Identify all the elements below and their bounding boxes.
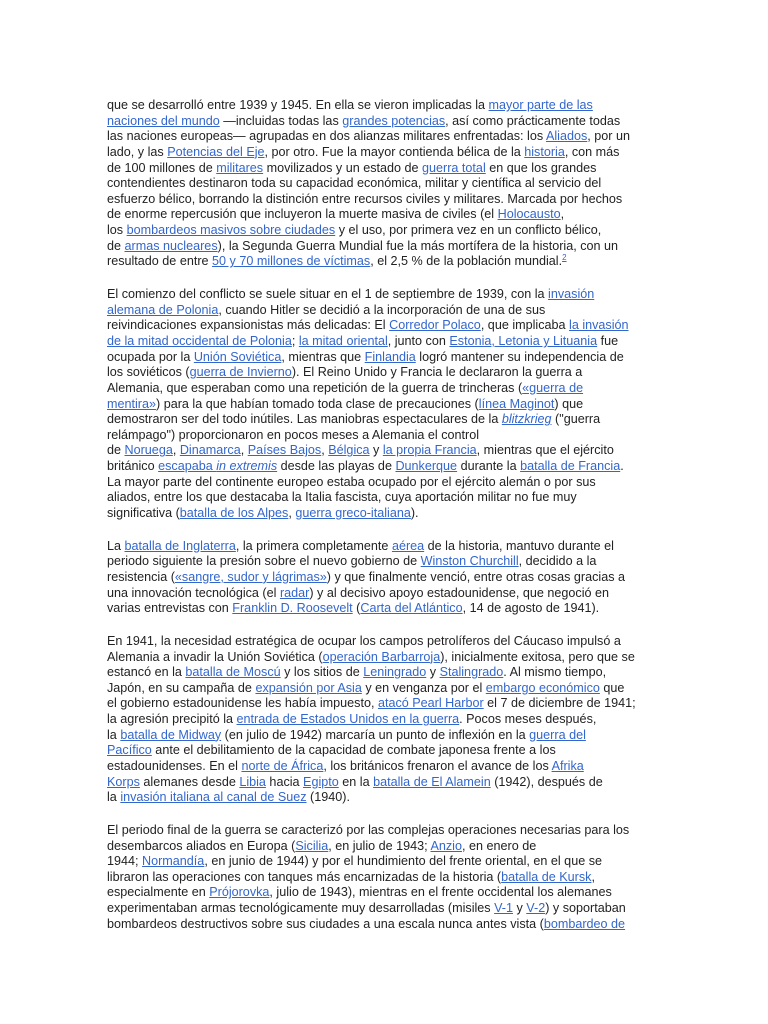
text-run: , julio de 1943), mientras en el frente occidental los alemanes bbox=[269, 885, 612, 900]
article-link[interactable]: Unión Soviética bbox=[193, 349, 282, 364]
text-run: , que implicaba bbox=[480, 318, 570, 333]
article-link[interactable]: bombardeo de bbox=[543, 916, 626, 931]
text-run: , en enero de bbox=[461, 838, 537, 853]
text-line bbox=[107, 287, 657, 303]
article-link[interactable]: línea Maginot bbox=[478, 396, 555, 411]
text-run: y el uso, por primera vez en un conflicto bélico, bbox=[335, 223, 602, 238]
footnote-ref[interactable] bbox=[562, 253, 566, 262]
text-line bbox=[107, 207, 657, 223]
text-run: Japón, en su campaña de bbox=[107, 680, 256, 695]
article-link[interactable]: V-1 bbox=[494, 901, 513, 916]
article-link[interactable]: radar bbox=[279, 585, 310, 600]
article-link[interactable]: Pacífico bbox=[107, 743, 152, 758]
text-run: y bbox=[369, 443, 383, 458]
text-line bbox=[107, 176, 657, 192]
article-link[interactable]: Prójorovka bbox=[209, 885, 270, 900]
footnote-link[interactable]: 2 bbox=[562, 253, 567, 263]
text-run: ) y al decisivo apoyo estadounidense, que negoció en bbox=[309, 585, 610, 600]
text-run: y bbox=[513, 901, 527, 916]
text-run: , la primera completamente bbox=[235, 538, 392, 553]
text-line bbox=[107, 775, 657, 791]
text-line bbox=[107, 506, 657, 522]
text-run: La mayor parte del continente europeo estaba ocupado por el ejército alemán o por sus bbox=[107, 474, 596, 489]
text-run: , con más bbox=[564, 144, 620, 159]
text-run: el gobierno estadounidense les había impuesto, bbox=[107, 696, 378, 711]
article-link[interactable]: «guerra de bbox=[522, 380, 584, 395]
article-link[interactable]: «sangre, sudor y lágrimas» bbox=[174, 569, 327, 584]
text-line bbox=[107, 381, 657, 397]
text-run: , bbox=[240, 443, 248, 458]
text-run: , por otro. Fue la mayor contienda bélica de la bbox=[264, 144, 525, 159]
article-link[interactable]: 50 y 70 millones de víctimas bbox=[212, 254, 371, 269]
text-run: en la bbox=[338, 774, 374, 789]
article-link[interactable]: batalla de Francia bbox=[520, 459, 621, 474]
text-line bbox=[107, 586, 657, 602]
text-run: el 7 de diciembre de 1941; bbox=[483, 696, 636, 711]
text-run: , decidido a la bbox=[518, 554, 597, 569]
text-line bbox=[107, 161, 657, 177]
article-link[interactable]: Egipto bbox=[303, 774, 339, 789]
text-run: resultado de entre bbox=[107, 254, 213, 269]
article-link[interactable]: Stalingrado bbox=[439, 665, 504, 680]
text-run: , en junio de 1944) y por el hundimiento del frente oriental, en el que se bbox=[204, 854, 602, 869]
text-line bbox=[107, 365, 657, 381]
text-line bbox=[107, 350, 657, 366]
article-link[interactable]: norte de África bbox=[241, 758, 324, 773]
article-link[interactable]: Holocausto bbox=[497, 207, 561, 222]
text-run: Alemania a invadir la Unión Soviética ( bbox=[107, 649, 323, 664]
text-line bbox=[107, 728, 657, 744]
text-run: británico bbox=[107, 459, 159, 474]
text-line bbox=[107, 397, 657, 413]
article-link[interactable]: de la mitad occidental de Polonia bbox=[107, 333, 292, 348]
text-line bbox=[107, 192, 657, 208]
article-link[interactable]: batalla de Inglaterra bbox=[124, 538, 236, 553]
text-run: de bbox=[107, 238, 125, 253]
text-run: (1940). bbox=[306, 790, 350, 805]
text-run: los bbox=[107, 223, 127, 238]
text-run: La bbox=[107, 538, 125, 553]
text-run: y los sitios de bbox=[280, 665, 364, 680]
text-line bbox=[107, 839, 657, 855]
article-link[interactable]: Corredor Polaco bbox=[389, 318, 481, 333]
text-line bbox=[107, 601, 657, 617]
text-line bbox=[107, 459, 657, 475]
text-run: contendientes destinaron toda su capacidad económica, militar y científica al servicio del bbox=[107, 176, 602, 191]
text-run: durante la bbox=[457, 459, 521, 474]
text-line bbox=[107, 885, 657, 901]
text-line bbox=[107, 129, 657, 145]
article-link[interactable]: batalla de Midway bbox=[120, 727, 222, 742]
text-run: la agresión precipitó la bbox=[107, 712, 237, 727]
text-run: ) que bbox=[554, 396, 584, 411]
text-run: —incluidas todas las bbox=[219, 113, 343, 128]
text-line bbox=[107, 634, 657, 650]
text-run: , cuando Hitler se decidió a la incorporación de una de sus bbox=[218, 302, 546, 317]
article-link[interactable]: atacó Pearl Harbor bbox=[377, 696, 484, 711]
article-link[interactable]: embargo económico bbox=[485, 680, 600, 695]
text-line bbox=[107, 570, 657, 586]
text-line bbox=[107, 223, 657, 239]
text-run: lado, y las bbox=[107, 144, 168, 159]
text-run: , bbox=[560, 207, 565, 222]
text-run: bombardeos destructivos sobre sus ciudades a una escala nunca antes vista ( bbox=[107, 916, 544, 931]
text-run: de la historia, mantuvo durante el bbox=[424, 538, 614, 553]
article-link[interactable]: la invasión bbox=[569, 318, 629, 333]
text-run: ). bbox=[410, 506, 419, 521]
text-line bbox=[107, 650, 657, 666]
text-line bbox=[107, 696, 657, 712]
text-line bbox=[107, 854, 657, 870]
text-run: libraron las operaciones con tanques más encarnizadas de la historia ( bbox=[107, 869, 502, 884]
text-run: y en venganza por el bbox=[361, 680, 486, 695]
text-line bbox=[107, 539, 657, 555]
article-link[interactable]: batalla de Kursk bbox=[501, 869, 592, 884]
text-run: desembarcos aliados en Europa ( bbox=[107, 838, 296, 853]
text-run: ante el debilitamiento de la capacidad de combate japonesa frente a los bbox=[151, 743, 556, 758]
text-run: ), inicialmente exitosa, pero que se bbox=[440, 649, 635, 664]
text-run: la bbox=[107, 727, 121, 742]
article-link[interactable]: mentira» bbox=[107, 396, 156, 411]
text-line bbox=[107, 443, 657, 459]
article-link[interactable]: Leningrado bbox=[363, 665, 427, 680]
text-line bbox=[107, 917, 657, 933]
text-run: relámpago") proporcionaron en pocos meses a Alemania el control bbox=[107, 427, 479, 442]
article-link[interactable]: la propia Francia bbox=[382, 443, 477, 458]
article-link[interactable]: batalla de Moscú bbox=[185, 665, 281, 680]
article-link[interactable]: Sicilia bbox=[295, 838, 329, 853]
article-link[interactable]: Bélgica bbox=[328, 443, 370, 458]
text-run: aliados, entre los que destacaba la Italia fascista, cuya aportación militar no fue muy bbox=[107, 490, 577, 505]
text-run: periodo siguiente la presión sobre el nuevo gobierno de bbox=[107, 554, 421, 569]
article-link[interactable]: invasión italiana al canal de Suez bbox=[120, 790, 307, 805]
article-link[interactable]: Normandía bbox=[142, 854, 205, 869]
text-run: demostraron ser del todo inútiles. Las maniobras espectaculares de la bbox=[107, 412, 502, 427]
article-link[interactable]: V-2 bbox=[526, 901, 546, 916]
article-link[interactable]: Dinamarca bbox=[179, 443, 241, 458]
text-run: Alemania, que esperaban como una repetición de la guerra de trincheras ( bbox=[107, 380, 523, 395]
article-link[interactable]: entrada de Estados Unidos en la guerra bbox=[236, 712, 460, 727]
article-link[interactable]: historia bbox=[524, 144, 565, 159]
text-run: , 14 de agosto de 1941). bbox=[462, 601, 600, 616]
text-run: ("guerra bbox=[551, 412, 601, 427]
text-line bbox=[107, 712, 657, 728]
article-link[interactable]: Carta del Atlántico bbox=[360, 601, 463, 616]
text-run: estadounidenses. En el bbox=[107, 758, 242, 773]
article-link[interactable]: mayor parte de las bbox=[488, 98, 593, 112]
text-run: de enorme repercusión que incluyeron la muerte masiva de civiles (el bbox=[107, 207, 498, 222]
paragraph bbox=[107, 634, 657, 806]
text-run: que se desarrolló entre 1939 y 1945. En ella se vieron implicadas la bbox=[107, 98, 489, 112]
article-link[interactable]: Finlandia bbox=[364, 349, 416, 364]
article-link[interactable]: Estonia, Letonia y Lituania bbox=[449, 333, 598, 348]
article-link[interactable]: Afrika bbox=[551, 758, 584, 773]
paragraph bbox=[107, 823, 657, 932]
article-body bbox=[107, 98, 657, 949]
text-run: varias entrevistas con bbox=[107, 601, 233, 616]
text-run: , bbox=[172, 443, 180, 458]
text-run: . bbox=[620, 459, 624, 474]
article-link[interactable]: guerra greco-italiana bbox=[295, 506, 411, 521]
text-run: ), la Segunda Guerra Mundial fue la más mortífera de la historia, con un bbox=[217, 238, 619, 253]
article-link[interactable]: alemana de Polonia bbox=[107, 302, 219, 317]
article-link[interactable]: escapaba bbox=[158, 459, 217, 474]
text-run: , por un bbox=[587, 129, 630, 144]
text-line bbox=[107, 254, 657, 270]
text-run: fue bbox=[597, 333, 619, 348]
text-line bbox=[107, 318, 657, 334]
text-line bbox=[107, 870, 657, 886]
text-run: desde las playas de bbox=[277, 459, 396, 474]
article-link[interactable]: militares bbox=[216, 160, 264, 175]
text-run: de bbox=[107, 443, 125, 458]
article-link[interactable]: guerra total bbox=[422, 160, 486, 175]
text-run: , bbox=[288, 506, 296, 521]
article-link[interactable]: expansión por Asia bbox=[255, 680, 362, 695]
text-line bbox=[107, 743, 657, 759]
text-run: ( bbox=[352, 601, 361, 616]
text-run: las naciones europeas— agrupadas en dos alianzas militares enfrentadas: los bbox=[107, 129, 546, 144]
text-run: resistencia ( bbox=[107, 569, 175, 584]
text-line bbox=[107, 901, 657, 917]
article-link[interactable]: Países Bajos bbox=[247, 443, 322, 458]
text-run: , en julio de 1943; bbox=[328, 838, 431, 853]
text-run: 1944; bbox=[107, 854, 143, 869]
article-link[interactable]: Aliados bbox=[545, 129, 588, 144]
text-run: estancó en la bbox=[107, 665, 186, 680]
article-link[interactable]: naciones del mundo bbox=[107, 113, 220, 128]
text-line bbox=[107, 823, 657, 839]
article-link[interactable]: batalla de El Alamein bbox=[373, 774, 491, 789]
text-line bbox=[107, 490, 657, 506]
paragraph bbox=[107, 287, 657, 522]
article-link[interactable]: blitzkrieg bbox=[501, 412, 552, 427]
text-run: , bbox=[321, 443, 329, 458]
text-run: alemanes desde bbox=[139, 774, 240, 789]
text-run: , los británicos frenaron el avance de los bbox=[323, 758, 552, 773]
text-run: significativa ( bbox=[107, 506, 180, 521]
text-line bbox=[107, 334, 657, 350]
text-run: logró mantener su independencia de bbox=[415, 349, 624, 364]
text-run: y bbox=[426, 665, 440, 680]
text-run: El periodo final de la guerra se caracterizó por las complejas operaciones necesarias para los bbox=[107, 822, 630, 837]
text-run: (en julio de 1942) marcaría un punto de inflexión en la bbox=[221, 727, 530, 742]
article-link[interactable]: Franklin D. Roosevelt bbox=[232, 601, 353, 616]
text-run: , así como prácticamente todas bbox=[445, 113, 621, 128]
text-run: esfuerzo bélico, borrando la distinción entre recursos civiles y militares. Marcada por hechos bbox=[107, 191, 623, 206]
text-run: . Pocos meses después, bbox=[459, 712, 597, 727]
text-run: , el 2,5 % de la población mundial. bbox=[370, 254, 563, 269]
article-link[interactable]: guerra del bbox=[529, 727, 586, 742]
article-link[interactable]: in extremis bbox=[216, 459, 278, 474]
article-link[interactable]: armas nucleares bbox=[124, 238, 218, 253]
text-line bbox=[107, 98, 657, 114]
text-run: reivindicaciones expansionistas más delicadas: El bbox=[107, 318, 390, 333]
text-run: El comienzo del conflicto se suele situar en el 1 de septiembre de 1939, con la bbox=[107, 287, 549, 302]
article-link[interactable]: invasión bbox=[548, 287, 595, 302]
text-run: ocupada por la bbox=[107, 349, 194, 364]
article-link[interactable]: Noruega bbox=[124, 443, 173, 458]
text-line bbox=[107, 759, 657, 775]
article-link[interactable]: bombardeos masivos sobre ciudades bbox=[126, 223, 336, 238]
text-run: , mientras que bbox=[281, 349, 365, 364]
article-link[interactable]: Dunkerque bbox=[395, 459, 458, 474]
text-line bbox=[107, 428, 657, 444]
article-link[interactable]: aérea bbox=[391, 538, 425, 553]
text-run: una innovación tecnológica (el bbox=[107, 585, 280, 600]
text-run: especialmente en bbox=[107, 885, 210, 900]
text-line bbox=[107, 554, 657, 570]
text-run: los soviéticos ( bbox=[107, 365, 190, 380]
article-link[interactable]: Potencias del Eje bbox=[167, 144, 265, 159]
text-run: , mientras que el ejército bbox=[476, 443, 614, 458]
text-run: ) y que finalmente venció, entre otras cosas gracias a bbox=[326, 569, 626, 584]
text-line bbox=[107, 475, 657, 491]
text-run: ) y soportaban bbox=[545, 901, 626, 916]
article-link[interactable]: Anzio bbox=[430, 838, 462, 853]
paragraph bbox=[107, 539, 657, 617]
article-link[interactable]: Winston Churchill bbox=[420, 554, 519, 569]
text-run: , bbox=[591, 869, 595, 884]
paragraph bbox=[107, 98, 657, 270]
text-line bbox=[107, 790, 657, 806]
text-run: de 100 millones de bbox=[107, 160, 217, 175]
text-run: ; bbox=[291, 333, 299, 348]
text-run: En 1941, la necesidad estratégica de ocupar los campos petrolíferos del Cáucaso impulsó a bbox=[107, 633, 621, 648]
text-run: , junto con bbox=[387, 333, 450, 348]
text-line bbox=[107, 681, 657, 697]
text-line bbox=[107, 114, 657, 130]
text-run: ). El Reino Unido y Francia le declararon la guerra a bbox=[291, 365, 583, 380]
text-line bbox=[107, 303, 657, 319]
text-line bbox=[107, 239, 657, 255]
text-run: movilizados y un estado de bbox=[263, 160, 423, 175]
text-run: ) para la que habían tomado toda clase de precauciones ( bbox=[156, 396, 479, 411]
article-link[interactable]: Korps bbox=[107, 774, 140, 789]
text-line bbox=[107, 665, 657, 681]
text-run: en que los grandes bbox=[485, 160, 597, 175]
text-run: experimentaban armas tecnológicamente muy desarrolladas (misiles bbox=[107, 901, 495, 916]
article-link[interactable]: grandes potencias bbox=[342, 113, 446, 128]
article-link[interactable]: operación Barbarroja bbox=[322, 649, 441, 664]
article-link[interactable]: Libia bbox=[239, 774, 266, 789]
text-run: (1942), después de bbox=[490, 774, 603, 789]
article-link[interactable]: guerra de Invierno bbox=[189, 365, 292, 380]
text-line bbox=[107, 412, 657, 428]
text-line bbox=[107, 145, 657, 161]
text-run: que bbox=[599, 680, 625, 695]
text-run: . Al mismo tiempo, bbox=[503, 665, 607, 680]
text-run: la bbox=[107, 790, 121, 805]
article-link[interactable]: batalla de los Alpes bbox=[179, 506, 289, 521]
text-run: hacia bbox=[265, 774, 304, 789]
article-link[interactable]: la mitad oriental bbox=[298, 333, 388, 348]
